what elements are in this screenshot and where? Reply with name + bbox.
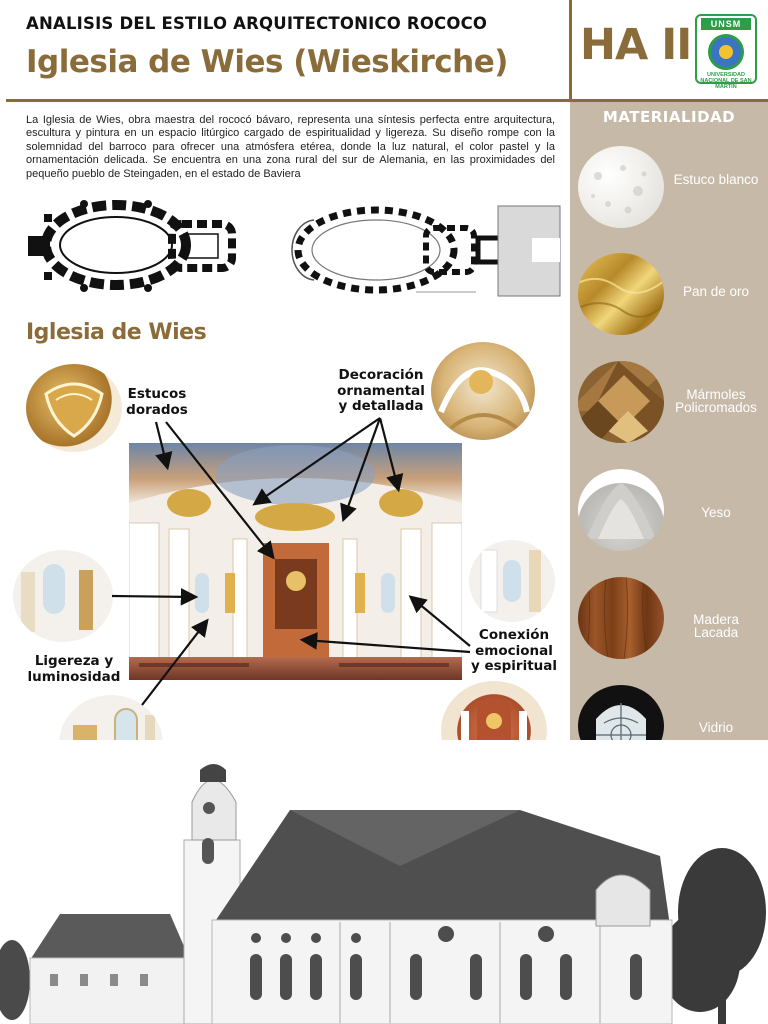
course-code: HA II — [580, 20, 692, 70]
church-exterior-photo — [0, 740, 768, 1024]
gold-leaf-texture-icon — [578, 253, 664, 335]
side-altar-detail-photo — [469, 540, 555, 622]
intro-paragraph: La Iglesia de Wies, obra maestra del rococó bávaro, representa una síntesis perfecta entre arquitectura, escultura y pintura en un espacio litúrgico cargado de espiritualidad y ligereza. Su diseño rompe con la solemnidad del barroco para ofrecer una atmósfera etérea, donde la luz natural, el color pastel y la ornamentación delicada. Se encuentra en una zona rural del sur de Alemania, en las proximidades del pequeño pueblo de Steingaden, en el estado de Baviera — [26, 114, 555, 180]
material-label: Mármoles Policromados — [675, 387, 757, 415]
header-kicker: ANALISIS DEL ESTILO ARQUITECTONICO ROCOCO — [26, 14, 488, 33]
callout-estucos-dorados: Estucos dorados — [126, 386, 188, 418]
material-label: Vidrio — [698, 720, 734, 735]
gypsum-powder-icon — [578, 469, 664, 551]
page-title: Iglesia de Wies (Wieskirche) — [26, 44, 508, 80]
logo-emblem-icon — [708, 34, 744, 70]
callout-conexion-emocional: Conexión emocional y espiritual — [470, 627, 558, 674]
church-interior-photo — [129, 443, 462, 680]
material-label: Madera Lacada — [693, 612, 739, 640]
logo-acronym: UNSM — [701, 18, 751, 30]
callout-decoracion-ornamental: Decoración ornamental y detallada — [337, 367, 425, 414]
lacquered-wood-texture-icon — [578, 577, 664, 659]
gilded-stucco-detail-photo — [26, 364, 122, 452]
callout-ligereza-luminosidad: Ligereza y luminosidad — [27, 653, 121, 685]
ornamental-ceiling-detail-photo — [431, 342, 535, 440]
material-label: Pan de oro — [682, 284, 750, 299]
logo-university-name: UNIVERSIDAD NACIONAL DE SAN MARTIN — [700, 72, 752, 90]
marble-texture-icon — [578, 361, 664, 443]
material-label: Estuco blanco — [673, 172, 759, 187]
white-stucco-texture-icon — [578, 146, 664, 228]
floor-plan-right — [266, 200, 562, 300]
floor-plan-left — [24, 192, 244, 304]
materials-title: MATERIALIDAD — [602, 108, 736, 126]
university-logo — [695, 14, 757, 90]
header-divider-vertical — [569, 0, 572, 102]
luminous-nave-detail-photo — [13, 550, 113, 642]
section-title: Iglesia de Wies — [26, 320, 207, 345]
material-label: Yeso — [701, 505, 731, 520]
